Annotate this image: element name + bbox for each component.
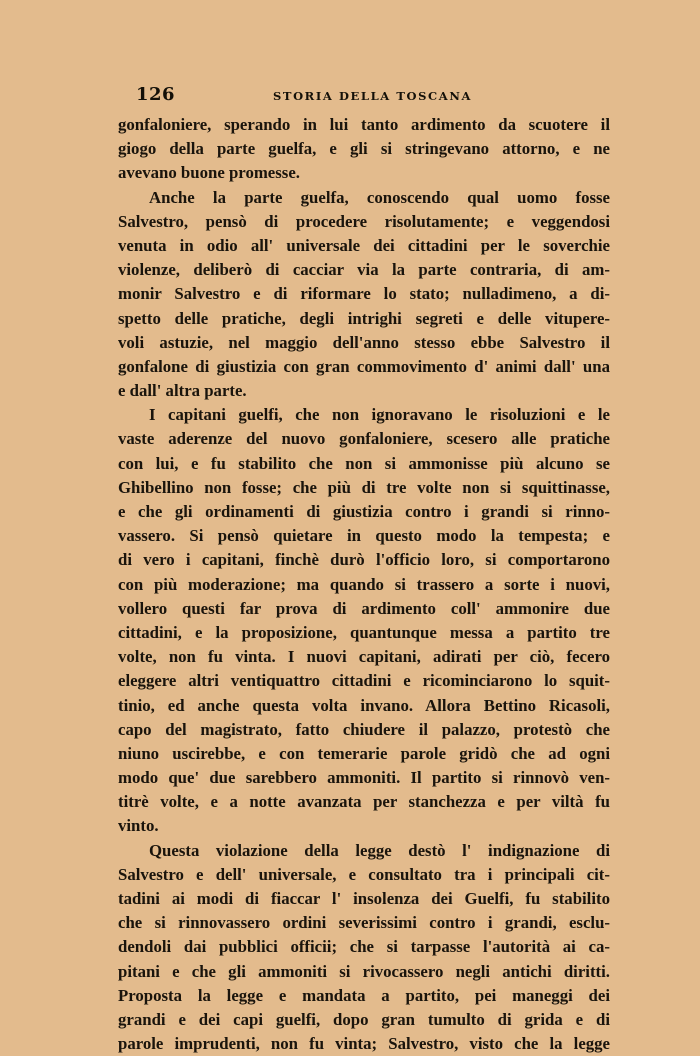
text-line: volte, non fu vinta. I nuovi capitani, adirati per ciò, fecero (118, 647, 610, 667)
text-line: e che gli ordinamenti di giustizia contro i grandi si rinno- (118, 502, 610, 521)
text-line: I capitani guelfi, che non ignoravano le risoluzioni e le (149, 405, 610, 425)
text-line: gonfaloniere, sperando in lui tanto ardimento da scuotere il (118, 115, 610, 134)
text-line: Questa violazione della legge destò l' indignazione di (149, 840, 610, 860)
text-line: parole imprudenti, non fu vinta; Salvestro, visto che la legge (118, 1034, 610, 1054)
text-line: venuta in odio all' universale dei cittadini per le soverchie (118, 235, 610, 255)
text-line: gonfalone di giustizia con gran commovimento d' animi dall' una (118, 356, 610, 376)
text-line: con più moderazione; ma quando si trassero a sorte i nuovi, (118, 574, 610, 594)
running-header (118, 84, 610, 110)
text-line: titrè volte, e a notte avanzata per stanchezza e per viltà fu (118, 792, 610, 812)
text-line: niuno uscirebbe, e con temerarie parole gridò che ad ogni (118, 743, 610, 763)
text-line: Salvestro, pensò di procedere risolutamente; e veggendosi (118, 211, 610, 231)
body-text (118, 113, 610, 1056)
text-line: e dall' altra parte. (118, 381, 247, 401)
text-line: dendoli dai pubblici officii; che si tarpasse l'autorità ai ca- (118, 937, 610, 957)
text-line: avevano buone promesse. (118, 163, 300, 183)
text-line: Anche la parte guelfa, conoscendo qual uomo fosse (149, 187, 610, 207)
text-line: violenze, deliberò di cacciar via la parte contraria, di am- (118, 260, 610, 280)
text-line: grandi e dei capi guelfi, dopo gran tumulto di grida e di (118, 1009, 610, 1029)
text-line: di vero i capitani, finchè durò l'officio loro, si comportarono (118, 550, 610, 570)
text-line: capo del magistrato, fatto chiudere il palazzo, protestò che (118, 719, 610, 739)
text-line: vinto. (118, 816, 159, 836)
text-line: vassero. Si pensò quietare in questo modo la tempesta; e (118, 526, 610, 546)
text-line: tadini ai modi di fiaccar l' insolenza dei Guelfi, fu stabilito (118, 889, 610, 908)
text-line: che si rinnovassero ordini severissimi contro i grandi, esclu- (118, 913, 610, 933)
running-title: STORIA DELLA TOSCANA (273, 89, 472, 103)
text-line: Ghibellino non fosse; che più di tre volte non si squittinasse, (118, 477, 610, 497)
text-line: modo que' due sarebbero ammoniti. Il partito si rinnovò ven- (118, 768, 610, 788)
text-line: cittadini, e la proposizione, quantunque messa a partito tre (118, 622, 610, 642)
text-line: monir Salvestro e di riformare lo stato; nulladimeno, a di- (118, 284, 610, 304)
text-line: pitani e che gli ammoniti si rivocassero negli antichi diritti. (118, 961, 610, 981)
text-line: spetto delle pratiche, degli intrighi segreti e delle vitupere- (118, 308, 610, 328)
text-line: vollero questi far prova di ardimento coll' ammonire due (118, 598, 610, 618)
text-line: vaste aderenze del nuovo gonfaloniere, scesero alle pratiche (118, 429, 610, 449)
text-line: giogo della parte guelfa, e gli si stringevano attorno, e ne (118, 139, 610, 159)
text-line: eleggere altri ventiquattro cittadini e ricominciarono lo squit- (118, 671, 610, 691)
text-line: con lui, e fu stabilito che non si ammonisse più alcuno se (118, 453, 610, 473)
text-line: tinio, ed anche questa volta invano. Allora Bettino Ricasoli, (118, 695, 610, 715)
text-line: Proposta la legge e mandata a partito, pei maneggi dei (118, 985, 610, 1005)
page-number: 126 (136, 84, 176, 105)
text-line: voli astuzie, nel maggio dell'anno stesso ebbe Salvestro il (118, 332, 610, 352)
text-line: Salvestro e dell' universale, e consultato tra i principali cit- (118, 864, 610, 884)
